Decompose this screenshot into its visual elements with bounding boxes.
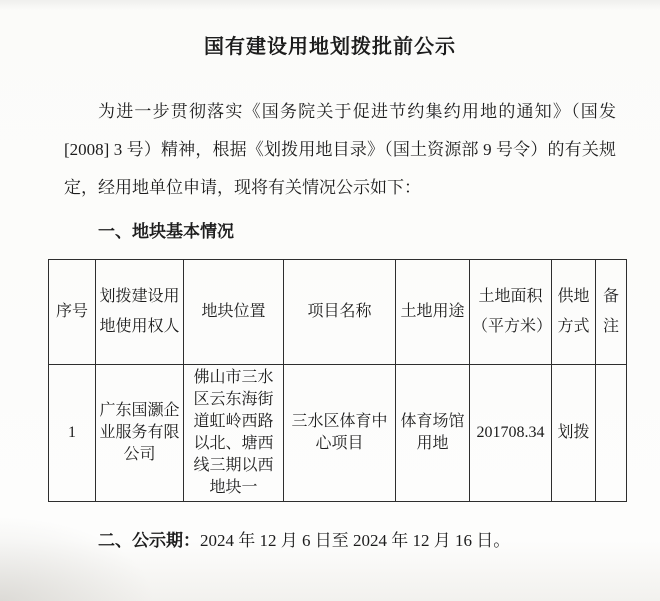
cell-supply-mode: 划拨 <box>552 365 596 502</box>
cell-project-name: 三水区体育中心项目 <box>284 365 396 502</box>
section2-label: 二、公示期： <box>98 531 200 550</box>
table-row <box>49 365 627 502</box>
cell-index: 1 <box>49 365 96 502</box>
col-header-land-area: 土地面积（平方米） <box>470 260 552 365</box>
col-header-index: 序号 <box>49 260 96 365</box>
col-header-location: 地块位置 <box>184 260 284 365</box>
document-title: 国有建设用地划拨批前公示 <box>204 36 456 58</box>
cell-location: 佛山市三水区云东海街道虹岭西路以北、塘西线三期以西地块一 <box>184 365 284 502</box>
intro-paragraph: 为进一步贯彻落实《国务院关于促进节约集约用地的通知》（国发[2008] 3 号）精神，根据《划拨用地目录》（国土资源部 9 号令）的有关规定，经用地单位申请，现将有关情况公示如下： <box>64 102 616 197</box>
cell-remarks <box>596 365 627 502</box>
section2-line <box>64 522 616 560</box>
table-header-row <box>49 260 627 365</box>
section2-dates: 2024 年 12 月 6 日至 2024 年 12 月 16 日。 <box>200 531 511 550</box>
cell-land-area: 201708.34 <box>470 365 552 502</box>
col-header-grantee: 划拨建设用地使用权人 <box>96 260 184 365</box>
col-header-supply-mode: 供地方式 <box>552 260 596 365</box>
col-header-land-use: 土地用途 <box>396 260 470 365</box>
section1-heading: 一、地块基本情况 <box>98 222 234 241</box>
cell-land-use: 体育场馆用地 <box>396 365 470 502</box>
col-header-remarks: 备注 <box>596 260 627 365</box>
cell-grantee: 广东国灏企业服务有限公司 <box>96 365 184 502</box>
parcel-table <box>48 259 627 502</box>
col-header-project-name: 项目名称 <box>284 260 396 365</box>
